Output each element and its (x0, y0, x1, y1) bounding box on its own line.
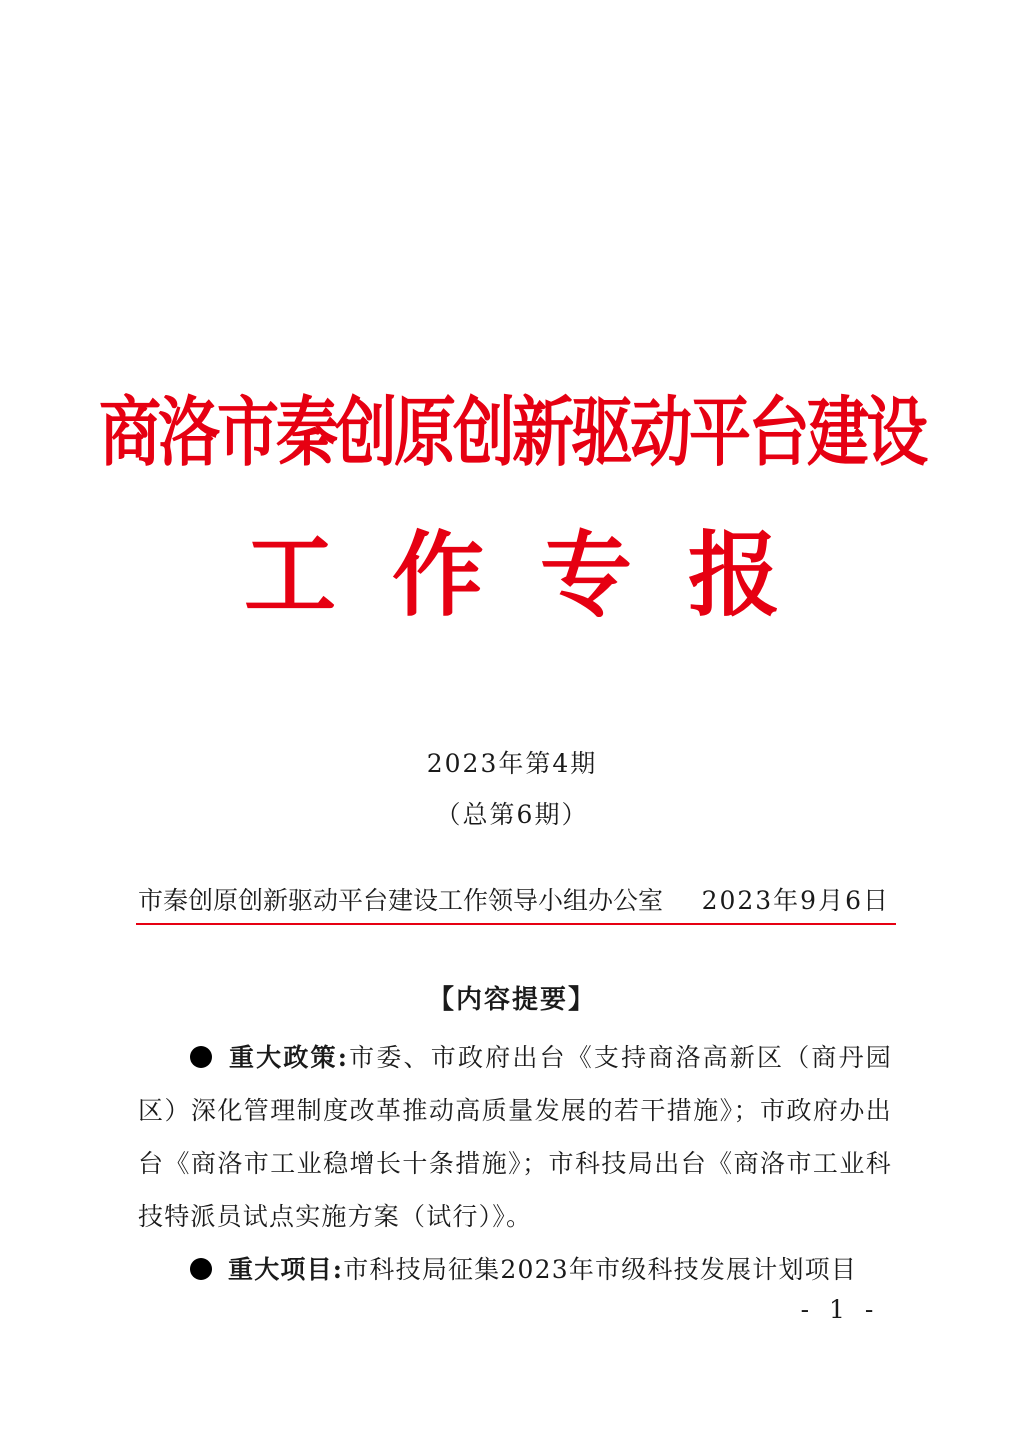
summary-body (138, 1031, 892, 1296)
summary-item-label: 重大项目: (228, 1255, 344, 1284)
bullet-icon (190, 1258, 212, 1280)
masthead-title: 商洛市秦创原创新驱动平台建设 (98, 387, 925, 477)
summary-item-label: 重大政策: (228, 1043, 349, 1072)
masthead-subtitle: 工作专报 (243, 521, 836, 629)
page-number: - 1 - (800, 1295, 880, 1324)
summary-heading: 【内容提要】 (427, 985, 596, 1015)
summary-item-text: 市委、市政府出台《支持商洛高新区（商丹园区）深化管理制度改革推动高质量发展的若干措施》；市政府办出台《商洛市工业稳增长十条措施》；市科技局出台《商洛市工业科技特派员试点实施方案（试行）》。 (138, 1043, 892, 1231)
issue-number: 2023年第4期 (426, 749, 598, 778)
issuer-organization: 市秦创原创新驱动平台建设工作领导小组办公室 (138, 886, 664, 915)
issuer-row (138, 884, 890, 918)
summary-item-policy (138, 1031, 892, 1243)
issue-date: 2023年9月6日 (701, 886, 890, 915)
issue-total-number: （总第6期） (435, 800, 589, 829)
summary-item-project (138, 1243, 892, 1296)
red-divider-line (136, 923, 896, 925)
bullet-icon (190, 1046, 212, 1068)
summary-item-text: 市科技局征集2023年市级科技发展计划项目 (343, 1255, 858, 1284)
